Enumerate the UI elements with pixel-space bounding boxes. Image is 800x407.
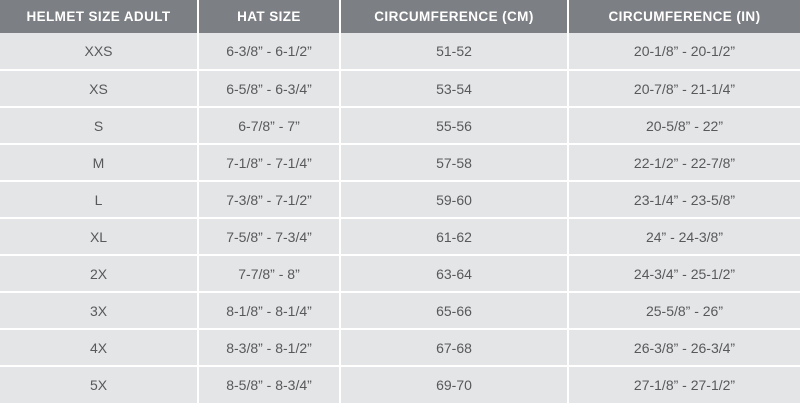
cell-circumference-cm: 59-60 — [340, 181, 568, 218]
column-header-circumference-cm: CIRCUMFERENCE (CM) — [340, 0, 568, 33]
cell-hat-size: 7-1/8” - 7-1/4” — [198, 144, 340, 181]
column-header-helmet-size-adult: HELMET SIZE ADULT — [0, 0, 198, 33]
table-row — [0, 329, 800, 366]
cell-circumference-in: 20-1/8” - 20-1/2” — [568, 33, 800, 70]
cell-circumference-cm: 51-52 — [340, 33, 568, 70]
cell-helmet-size: S — [0, 107, 198, 144]
cell-helmet-size: 3X — [0, 292, 198, 329]
cell-circumference-cm: 65-66 — [340, 292, 568, 329]
cell-hat-size: 8-3/8” - 8-1/2” — [198, 329, 340, 366]
table-row — [0, 366, 800, 403]
cell-circumference-cm: 53-54 — [340, 70, 568, 107]
cell-circumference-in: 20-5/8” - 22” — [568, 107, 800, 144]
table-row — [0, 70, 800, 107]
cell-circumference-in: 24-3/4” - 25-1/2” — [568, 255, 800, 292]
cell-helmet-size: XS — [0, 70, 198, 107]
table-row — [0, 292, 800, 329]
column-header-circumference-in: CIRCUMFERENCE (IN) — [568, 0, 800, 33]
cell-helmet-size: M — [0, 144, 198, 181]
table-row — [0, 255, 800, 292]
cell-circumference-in: 27-1/8” - 27-1/2” — [568, 366, 800, 403]
cell-hat-size: 7-5/8” - 7-3/4” — [198, 218, 340, 255]
cell-circumference-cm: 55-56 — [340, 107, 568, 144]
cell-circumference-cm: 61-62 — [340, 218, 568, 255]
cell-hat-size: 7-7/8” - 8” — [198, 255, 340, 292]
table-header — [0, 0, 800, 33]
cell-hat-size: 8-5/8” - 8-3/4” — [198, 366, 340, 403]
table-body — [0, 33, 800, 403]
cell-hat-size: 6-3/8” - 6-1/2” — [198, 33, 340, 70]
cell-helmet-size: XL — [0, 218, 198, 255]
cell-hat-size: 6-7/8” - 7” — [198, 107, 340, 144]
cell-hat-size: 8-1/8” - 8-1/4” — [198, 292, 340, 329]
cell-helmet-size: 4X — [0, 329, 198, 366]
cell-circumference-in: 25-5/8” - 26” — [568, 292, 800, 329]
table-row — [0, 181, 800, 218]
cell-circumference-in: 20-7/8” - 21-1/4” — [568, 70, 800, 107]
cell-hat-size: 7-3/8” - 7-1/2” — [198, 181, 340, 218]
table-row — [0, 33, 800, 70]
cell-circumference-cm: 67-68 — [340, 329, 568, 366]
table-header-row — [0, 0, 800, 33]
cell-circumference-cm: 69-70 — [340, 366, 568, 403]
cell-circumference-cm: 63-64 — [340, 255, 568, 292]
cell-circumference-in: 26-3/8” - 26-3/4” — [568, 329, 800, 366]
table-row — [0, 107, 800, 144]
cell-circumference-in: 23-1/4” - 23-5/8” — [568, 181, 800, 218]
cell-circumference-cm: 57-58 — [340, 144, 568, 181]
table-row — [0, 144, 800, 181]
cell-hat-size: 6-5/8” - 6-3/4” — [198, 70, 340, 107]
cell-helmet-size: L — [0, 181, 198, 218]
cell-circumference-in: 22-1/2” - 22-7/8” — [568, 144, 800, 181]
cell-helmet-size: 2X — [0, 255, 198, 292]
cell-helmet-size: XXS — [0, 33, 198, 70]
column-header-hat-size: HAT SIZE — [198, 0, 340, 33]
cell-circumference-in: 24” - 24-3/8” — [568, 218, 800, 255]
cell-helmet-size: 5X — [0, 366, 198, 403]
table-row — [0, 218, 800, 255]
